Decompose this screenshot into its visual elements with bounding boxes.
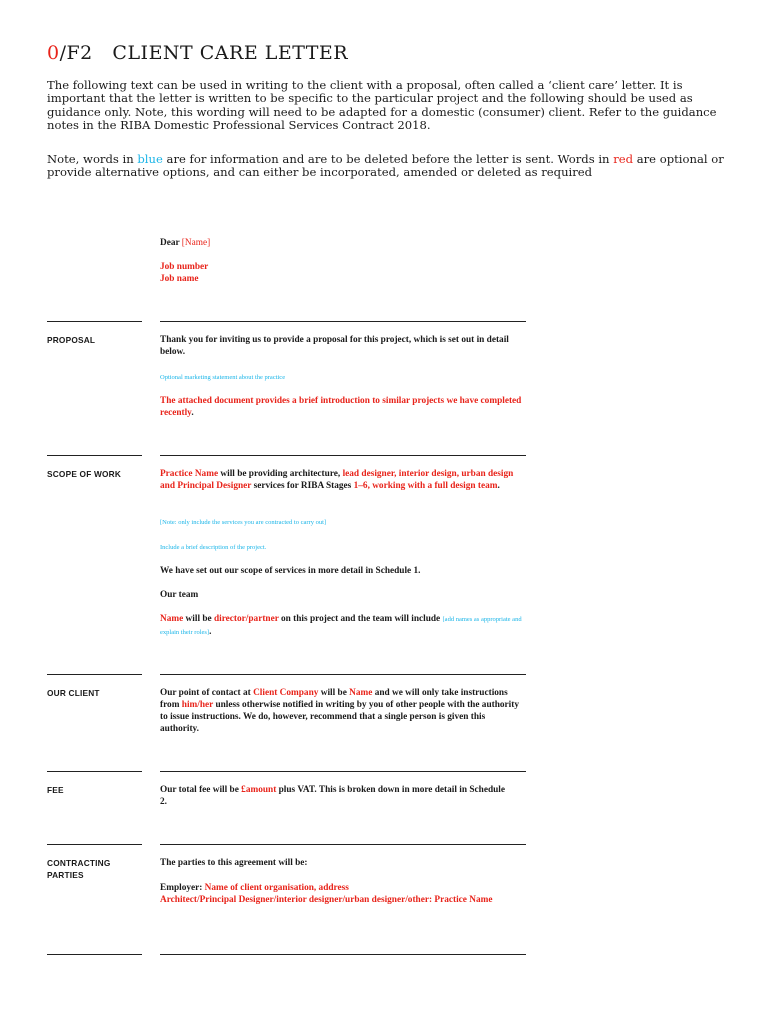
employer-line (160, 882, 530, 894)
divider-left (47, 455, 142, 456)
team-t6: on this project and the team will include (278, 614, 443, 624)
scope-label: SCOPE OF WORK (47, 469, 122, 479)
divider-right (160, 771, 526, 772)
divider-left (47, 321, 142, 322)
intro-blue-word: blue (137, 152, 163, 166)
proposal-label: PROPOSAL (47, 335, 96, 345)
attached-text (160, 395, 522, 419)
team-t5: will be (183, 614, 214, 624)
intro-paragraph-2 (47, 153, 727, 180)
divider-right (160, 321, 526, 322)
fee-text (160, 784, 510, 808)
section-number: 0 (47, 42, 60, 64)
attached-dot: . (191, 408, 194, 418)
client-t2: will be (318, 688, 350, 698)
page-title (47, 42, 348, 64)
contracting-intro: The parties to this agreement will be: (160, 858, 308, 868)
section-code: /F2 (59, 42, 93, 64)
scope-stages: 1–6 (353, 481, 368, 491)
divider-right (160, 455, 526, 456)
divider-left (47, 844, 142, 845)
architect-line: Architect/Principal Designer/interior designer/urban designer/other: Practice Name (160, 895, 493, 905)
job-number: Job number (160, 262, 209, 272)
scope-text (160, 468, 526, 492)
employer-value: Name of client organisation, address (204, 883, 349, 893)
scope-schedule: We have set out our scope of services in more detail in Schedule 1. (160, 566, 421, 576)
client-name: Name (349, 688, 373, 698)
client-company: Client Company (253, 688, 319, 698)
fee-amount: £amount (241, 785, 277, 795)
scope-note: [Note: only include the services you are contracted to carry out] (160, 519, 327, 526)
divider-left (47, 954, 142, 955)
fee-t2: plus VAT. This is broken down in more detail in Schedule 2. (160, 785, 506, 807)
attached-red: The attached document provides a brief introduction to similar projects we have completed recently (160, 396, 522, 418)
divider-right (160, 954, 526, 955)
client-pronoun: him/her (181, 700, 214, 710)
intro-paragraph-1: The following text can be used in writing to the client with a proposal, often called a ‘client care’ letter. It is important that the letter is written to be specific to the particular project and the following should be used as guidance only. Note, this wording will need to be adapted for a domestic (consumer) client. Refer to the guidance notes in the RIBA Domestic Professional Services Contract 2018. (47, 78, 717, 133)
divider-right (160, 844, 526, 845)
scope-t4: . (497, 481, 500, 491)
client-label: OUR CLIENT (47, 688, 100, 698)
client-t4: unless otherwise notified in writing by you of other people with the authority to issue instructions. We do, however, recommend that a single person is given this authority. (160, 700, 519, 734)
client-text (160, 687, 524, 735)
team-add-names: [add names as appropriate and explain their roles] (160, 616, 522, 636)
intro-p2-b: are for information and are to be deleted before the letter is sent. Words in (162, 152, 614, 166)
employer-label: Employer: (160, 883, 205, 893)
marketing-note: Optional marketing statement about the practice (160, 374, 286, 381)
scope-roles: lead designer, interior design, urban design and Principal Designer (160, 469, 514, 491)
job-name: Job name (160, 274, 199, 284)
divider-left (47, 771, 142, 772)
dear-name: [Name] (181, 238, 211, 248)
dear-text: Dear (160, 238, 182, 248)
client-t3: and we will only take instructions from (160, 688, 508, 710)
team-t7: . (209, 627, 212, 637)
team-director: director/partner (213, 614, 279, 624)
client-t1: Our point of contact at (160, 688, 254, 698)
contracting-label-2: PARTIES (47, 870, 84, 880)
scope-t2: services for RIBA Stages (251, 481, 354, 491)
proposal-text: Thank you for inviting us to provide a proposal for this project, which is set out in detail below. (160, 335, 509, 357)
divider-right (160, 674, 526, 675)
team-text (160, 613, 522, 639)
contracting-label-1: CONTRACTING (47, 858, 111, 868)
team-name: Name (160, 614, 184, 624)
scope-t3: , (367, 481, 373, 491)
intro-p2-c: are optional or provide alternative options, and can either be incorporated, amended or deleted as required (47, 152, 724, 180)
scope-brief: Include a brief description of the project. (160, 544, 267, 551)
intro-red-word: red (613, 152, 634, 166)
fee-t1: Our total fee will be (160, 785, 242, 795)
our-team-heading: Our team (160, 590, 199, 600)
practice-name: Practice Name (160, 469, 219, 479)
salutation (160, 237, 530, 249)
scope-team: working with a full design team (372, 481, 498, 491)
intro-p2-a: Note, words in (47, 152, 138, 166)
scope-t1: will be providing architecture, (218, 469, 343, 479)
fee-label: FEE (47, 785, 64, 795)
divider-left (47, 674, 142, 675)
title-text: CLIENT CARE LETTER (112, 42, 349, 64)
